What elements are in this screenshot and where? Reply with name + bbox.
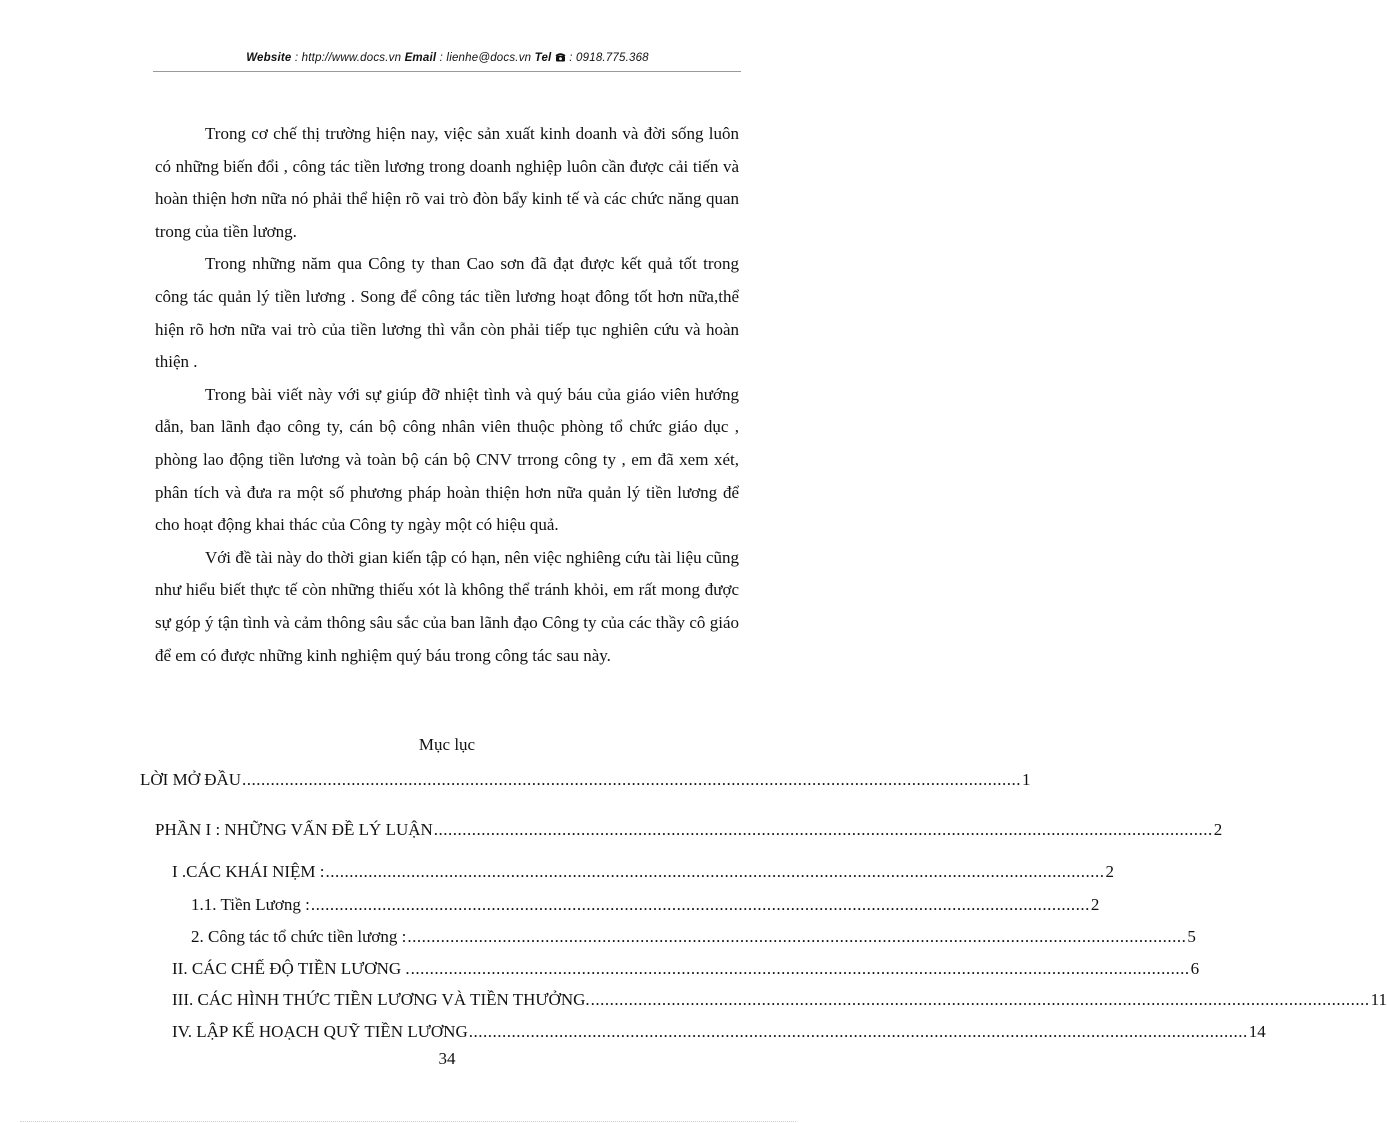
toc-entry-page: 1 [1022, 770, 1031, 789]
toc-entry-title: I .CÁC KHÁI NIỆM : [172, 862, 325, 881]
page-header [155, 52, 740, 64]
header-divider [153, 71, 741, 72]
email-value: : lienhe@docs.vn [436, 52, 535, 64]
toc-entry[interactable] [172, 1022, 1266, 1046]
paragraph: Trong cơ chế thị trường hiện nay, việc sản xuất kinh doanh và đời sống luôn có những biến đổi , công tác tiền lương trong doanh nghiệp luôn cần được cải tiến và hoàn thiện hơn nữa nó phải thể hiện rõ vai trò đòn bẩy kinh tế và các chức năng quan trong của tiền lương. [155, 124, 739, 241]
toc-entry-title: II. CÁC CHẾ ĐỘ TIỀN LƯƠNG . [172, 959, 410, 978]
toc-entry-page: 2 [1105, 862, 1115, 881]
email-label: Email [404, 52, 437, 64]
website-label: Website [246, 52, 292, 64]
toc-leader: .................................................................................................................................................................... [433, 820, 1213, 839]
toc-leader: .................................................................................................................................................................... [310, 895, 1090, 914]
toc-leader: .................................................................................................................................................................... [325, 862, 1105, 881]
toc-entry-page: 14 [1248, 1022, 1266, 1041]
toc-leader: .................................................................................................................................................................... [407, 927, 1187, 946]
toc-entry-page: 2 [1090, 895, 1100, 914]
toc-leader: .................................................................................................................................................................... [590, 990, 1370, 1009]
toc-entry-title: PHẦN I : NHỮNG VẤN ĐỀ LÝ LUẬN [155, 820, 433, 839]
toc-entry-page: 6 [1190, 959, 1200, 978]
toc-leader: .................................................................................................................................................................... [410, 959, 1190, 978]
toc-entry[interactable] [191, 927, 1196, 951]
toc-entry-title: III. CÁC HÌNH THỨC TIỀN LƯƠNG VÀ TIỀN THƯỞNG. [172, 990, 590, 1009]
toc-entry-page: 2 [1213, 820, 1223, 839]
website-value: : http://www.docs.vn [291, 52, 405, 64]
toc-entry[interactable] [191, 895, 1100, 919]
toc-entry-title: IV. LẬP KẾ HOẠCH QUỸ TIỀN LƯƠNG [172, 1022, 468, 1041]
toc-leader: .................................................................................................................................................................... [242, 770, 1022, 789]
toc-leader: .................................................................................................................................................................... [468, 1022, 1248, 1041]
toc-entry-title: LỜI MỞ ĐẦU [140, 770, 242, 789]
toc-entry[interactable] [172, 959, 1200, 983]
toc-entry[interactable] [155, 820, 1223, 844]
tel-value: : 0918.775.368 [565, 52, 649, 64]
toc-entry-page: 5 [1187, 927, 1196, 946]
page-number: 34 [438, 1049, 456, 1068]
paragraph: Với đề tài này do thời gian kiến tập có hạn, nên việc nghiêng cứu tài liệu cũng như hiểu biết thực tế còn những thiếu xót là không thể tránh khỏi, em rất mong được sự góp ý tận tình và cảm thông sâu sắc của ban lãnh đạo Công ty của các thầy cô giáo để em có được những kinh nghiệm quý báu trong công tác sau này. [155, 547, 739, 665]
toc-entry-page: 11 [1370, 990, 1387, 1009]
page-bottom-border [20, 1121, 796, 1122]
body-text [155, 118, 739, 672]
toc-title: Mục lục [418, 735, 476, 754]
tel-label: Tel [534, 52, 552, 64]
toc-entry[interactable] [140, 770, 1031, 794]
toc-entry[interactable] [172, 990, 1387, 1014]
toc-entry-title: 1.1. Tiền Lương : [191, 895, 310, 914]
phone-icon [555, 52, 566, 62]
toc-entry[interactable] [172, 862, 1115, 886]
toc-entry-title: 2. Công tác tổ chức tiền lương : [191, 927, 407, 946]
paragraph: Trong bài viết này với sự giúp đỡ nhiệt tình và quý báu của giáo viên hướng dẫn, ban lãnh đạo công ty, cán bộ công nhân viên thuộc phòng tổ chức giáo dục , phòng lao động tiền lương và toàn bộ cán bộ CNV trrong công ty , em đã xem xét, phân tích và đưa ra một số phương pháp hoàn thiện hơn nữa quản lý tiền lương để cho hoạt động khai thác của Công ty ngày một có hiệu quả. [155, 384, 739, 535]
paragraph: Trong những năm qua Công ty than Cao sơn đã đạt được kết quả tốt trong công tác quản lý tiền lương . Song để công tác tiền lương hoạt đông tốt hơn nữa,thể hiện rõ hơn nữa vai trò của tiền lương thì vẫn còn phải tiếp tục nghiên cứu và hoàn thiện . [155, 254, 739, 372]
